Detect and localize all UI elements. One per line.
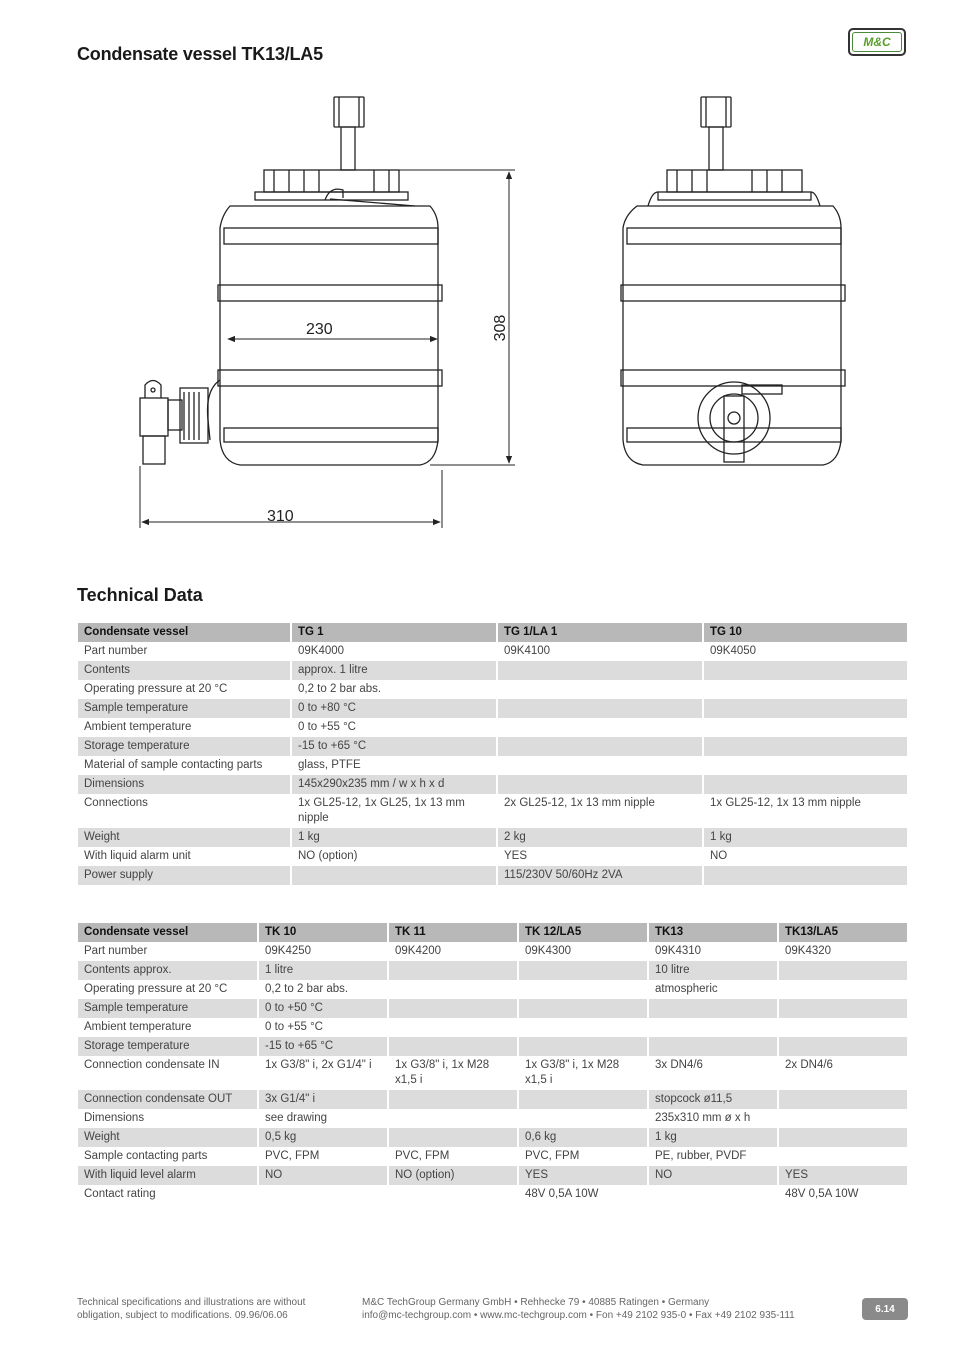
- table-cell: [388, 999, 518, 1018]
- table-cell: [648, 1185, 778, 1204]
- column-header: TG 1: [291, 623, 497, 642]
- table-cell: NO: [703, 847, 908, 866]
- column-header: Condensate vessel: [78, 923, 258, 942]
- table-cell: [388, 961, 518, 980]
- table-cell: 2 kg: [497, 828, 703, 847]
- row-label: Ambient temperature: [78, 1018, 258, 1037]
- table-cell: [258, 1185, 388, 1204]
- table-cell: 0,6 kg: [518, 1128, 648, 1147]
- row-label: Material of sample contacting parts: [78, 756, 291, 775]
- table-cell: [497, 737, 703, 756]
- technical-data-heading: Technical Data: [77, 585, 203, 605]
- table-cell: [497, 699, 703, 718]
- table-cell: 1x G3/8" i, 2x G1/4" i: [258, 1056, 388, 1090]
- table-cell: 48V 0,5A 10W: [518, 1185, 648, 1204]
- table-cell: 1 kg: [291, 828, 497, 847]
- table-row: [78, 718, 908, 737]
- table-cell: 1x GL25-12, 1x GL25, 1x 13 mm nipple: [291, 794, 497, 828]
- technical-data-table-tk: [78, 923, 909, 1204]
- table-row: [78, 661, 908, 680]
- table-cell: [388, 1090, 518, 1109]
- table-cell: 1 litre: [258, 961, 388, 980]
- table-cell: [497, 718, 703, 737]
- table-cell: 0,2 to 2 bar abs.: [258, 980, 388, 999]
- column-header: TG 10: [703, 623, 908, 642]
- table-cell: PVC, FPM: [258, 1147, 388, 1166]
- table-cell: 1x G3/8" i, 1x M28 x1,5 i: [518, 1056, 648, 1090]
- table-row: [78, 1090, 908, 1109]
- table-row: [78, 828, 908, 847]
- table-cell: [518, 961, 648, 980]
- table-row: [78, 1109, 908, 1128]
- table-cell: [518, 980, 648, 999]
- table-cell: 0,2 to 2 bar abs.: [291, 680, 497, 699]
- column-header: TK 12/LA5: [518, 923, 648, 942]
- row-label: Sample temperature: [78, 999, 258, 1018]
- row-label: With liquid alarm unit: [78, 847, 291, 866]
- table-cell: [703, 756, 908, 775]
- table-row: [78, 1056, 908, 1090]
- table-cell: [518, 1090, 648, 1109]
- table-cell: PVC, FPM: [518, 1147, 648, 1166]
- table-row: [78, 1037, 908, 1056]
- table-cell: [778, 999, 908, 1018]
- table-cell: [497, 775, 703, 794]
- table-cell: [388, 1109, 518, 1128]
- vessel-drawing: [0, 0, 954, 560]
- row-label: Sample temperature: [78, 699, 291, 718]
- footer-disclaimer: [77, 1296, 305, 1322]
- table-row: [78, 737, 908, 756]
- table-cell: 1x GL25-12, 1x 13 mm nipple: [703, 794, 908, 828]
- table-cell: [703, 661, 908, 680]
- table-cell: 0 to +50 °C: [258, 999, 388, 1018]
- table-cell: [648, 1018, 778, 1037]
- table-cell: YES: [497, 847, 703, 866]
- row-label: Storage temperature: [78, 1037, 258, 1056]
- table-cell: 3x DN4/6: [648, 1056, 778, 1090]
- table-cell: 115/230V 50/60Hz 2VA: [497, 866, 703, 885]
- table-cell: 145x290x235 mm / w x h x d: [291, 775, 497, 794]
- table-row: [78, 1147, 908, 1166]
- row-label: Weight: [78, 1128, 258, 1147]
- table-cell: PE, rubber, PVDF: [648, 1147, 778, 1166]
- table-row: [78, 1128, 908, 1147]
- table-row: [78, 1166, 908, 1185]
- table-cell: see drawing: [258, 1109, 388, 1128]
- table-cell: [518, 1018, 648, 1037]
- table-cell: 48V 0,5A 10W: [778, 1185, 908, 1204]
- table-row: [78, 756, 908, 775]
- dimension-height-label: 308: [492, 314, 509, 342]
- table-cell: [703, 775, 908, 794]
- table-cell: [497, 661, 703, 680]
- table-cell: NO (option): [291, 847, 497, 866]
- table-cell: 0 to +55 °C: [291, 718, 497, 737]
- row-label: Dimensions: [78, 1109, 258, 1128]
- table-cell: -15 to +65 °C: [258, 1037, 388, 1056]
- row-label: Part number: [78, 942, 258, 961]
- table-cell: [703, 680, 908, 699]
- row-label: With liquid level alarm: [78, 1166, 258, 1185]
- table-cell: [648, 1037, 778, 1056]
- table-cell: 09K4000: [291, 642, 497, 661]
- row-label: Weight: [78, 828, 291, 847]
- table-row: [78, 775, 908, 794]
- row-label: Part number: [78, 642, 291, 661]
- footer-company-info: [362, 1296, 795, 1322]
- table-cell: [388, 980, 518, 999]
- table-cell: [778, 1037, 908, 1056]
- table-cell: 0 to +55 °C: [258, 1018, 388, 1037]
- table-cell: [291, 866, 497, 885]
- table-cell: glass, PTFE: [291, 756, 497, 775]
- column-header: TK 11: [388, 923, 518, 942]
- table-cell: 1 kg: [648, 1128, 778, 1147]
- logo-text: M&C: [852, 32, 902, 52]
- page-title: Condensate vessel TK13/LA5: [77, 44, 323, 64]
- table-cell: NO: [648, 1166, 778, 1185]
- table-cell: [778, 1128, 908, 1147]
- table-cell: YES: [518, 1166, 648, 1185]
- column-header: TG 1/LA 1: [497, 623, 703, 642]
- table-cell: stopcock ø11,5: [648, 1090, 778, 1109]
- table-cell: NO (option): [388, 1166, 518, 1185]
- table-row: [78, 866, 908, 885]
- table-cell: 09K4100: [497, 642, 703, 661]
- table-cell: PVC, FPM: [388, 1147, 518, 1166]
- table-cell: 2x DN4/6: [778, 1056, 908, 1090]
- table-cell: [518, 999, 648, 1018]
- row-label: Dimensions: [78, 775, 291, 794]
- footer-company-line2: info@mc-techgroup.com • www.mc-techgroup.com • Fon +49 2102 935-0 • Fax +49 2102 935-111: [362, 1310, 795, 1321]
- row-label: Ambient temperature: [78, 718, 291, 737]
- table-row: [78, 999, 908, 1018]
- table-cell: 1 kg: [703, 828, 908, 847]
- table-row: [78, 980, 908, 999]
- table-cell: YES: [778, 1166, 908, 1185]
- footer-disclaimer-line2: obligation, subject to modifications. 09.96/06.06: [77, 1310, 288, 1321]
- row-label: Connection condensate IN: [78, 1056, 258, 1090]
- table-row: [78, 847, 908, 866]
- table-cell: 1x G3/8" i, 1x M28 x1,5 i: [388, 1056, 518, 1090]
- column-header: TK 10: [258, 923, 388, 942]
- table-cell: atmospheric: [648, 980, 778, 999]
- table-cell: [518, 1109, 648, 1128]
- table-cell: [388, 1128, 518, 1147]
- page-number-badge: 6.14: [862, 1298, 908, 1320]
- row-label: Connections: [78, 794, 291, 828]
- table-cell: 2x GL25-12, 1x 13 mm nipple: [497, 794, 703, 828]
- table-cell: [778, 961, 908, 980]
- table-cell: 0,5 kg: [258, 1128, 388, 1147]
- table-cell: NO: [258, 1166, 388, 1185]
- table-row: [78, 642, 908, 661]
- table-row: [78, 942, 908, 961]
- table-row: [78, 699, 908, 718]
- footer-disclaimer-line1: Technical specifications and illustrations are without: [77, 1297, 306, 1308]
- row-label: Contents: [78, 661, 291, 680]
- table-cell: approx. 1 litre: [291, 661, 497, 680]
- table-row: [78, 961, 908, 980]
- table-cell: 0 to +80 °C: [291, 699, 497, 718]
- footer-company-line1: M&C TechGroup Germany GmbH • Rehhecke 79 • 40885 Ratingen • Germany: [362, 1297, 710, 1308]
- table-cell: 09K4050: [703, 642, 908, 661]
- column-header: TK13: [648, 923, 778, 942]
- column-header: Condensate vessel: [78, 623, 291, 642]
- table-row: [78, 794, 908, 828]
- row-label: Connection condensate OUT: [78, 1090, 258, 1109]
- table-cell: 09K4250: [258, 942, 388, 961]
- row-label: Operating pressure at 20 °C: [78, 680, 291, 699]
- dimension-total-label: 310: [267, 508, 294, 525]
- table-cell: [388, 1185, 518, 1204]
- row-label: Sample contacting parts: [78, 1147, 258, 1166]
- row-label: Contents approx.: [78, 961, 258, 980]
- column-header: TK13/LA5: [778, 923, 908, 942]
- table-cell: [703, 737, 908, 756]
- table-cell: 235x310 mm ø x h: [648, 1109, 778, 1128]
- table-row: [78, 680, 908, 699]
- table-cell: [388, 1018, 518, 1037]
- table-cell: [703, 718, 908, 737]
- table-cell: [497, 756, 703, 775]
- row-label: Storage temperature: [78, 737, 291, 756]
- table-cell: [497, 680, 703, 699]
- table-cell: -15 to +65 °C: [291, 737, 497, 756]
- table-cell: [778, 980, 908, 999]
- table-cell: [518, 1037, 648, 1056]
- table-cell: 09K4310: [648, 942, 778, 961]
- technical-data-table-tg: [78, 623, 909, 885]
- table-cell: 3x G1/4" i: [258, 1090, 388, 1109]
- table-cell: [778, 1109, 908, 1128]
- row-label: Operating pressure at 20 °C: [78, 980, 258, 999]
- row-label: Power supply: [78, 866, 291, 885]
- table-cell: [703, 866, 908, 885]
- table-cell: [703, 699, 908, 718]
- table-cell: [778, 1147, 908, 1166]
- table-cell: [778, 1090, 908, 1109]
- row-label: Contact rating: [78, 1185, 258, 1204]
- table-row: [78, 1185, 908, 1204]
- table-cell: 09K4300: [518, 942, 648, 961]
- table-cell: [778, 1018, 908, 1037]
- table-cell: 09K4320: [778, 942, 908, 961]
- table-row: [78, 1018, 908, 1037]
- table-cell: [388, 1037, 518, 1056]
- table-cell: [648, 999, 778, 1018]
- table-cell: 10 litre: [648, 961, 778, 980]
- table-cell: 09K4200: [388, 942, 518, 961]
- dimension-width-label: 230: [306, 321, 333, 338]
